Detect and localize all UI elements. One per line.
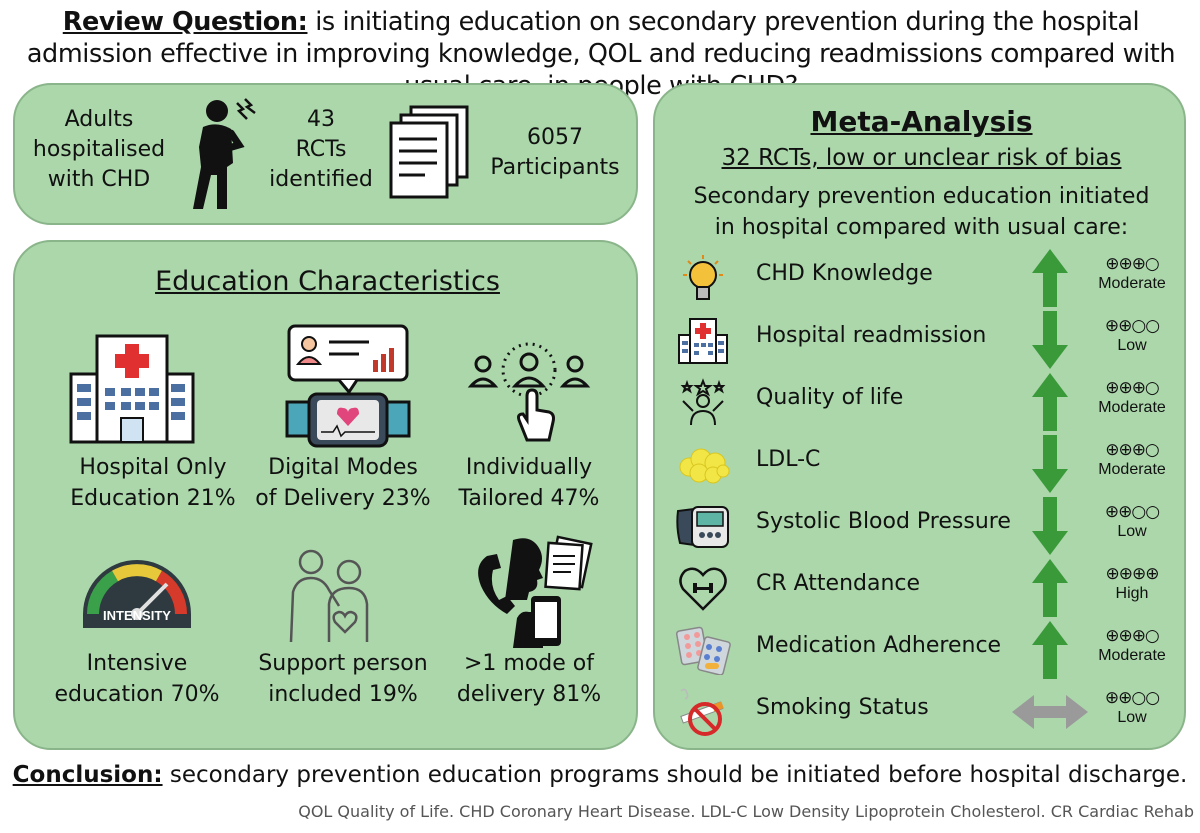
certainty-symbols: ⊕⊕⊕○: [1105, 626, 1159, 646]
outcome-label: Smoking Status: [756, 695, 929, 720]
edu-item-line2: education 70%: [54, 682, 220, 707]
participants-label: Participants: [490, 155, 620, 180]
footnote: QOL Quality of Life. CHD Coronary Heart Disease. LDL-C Low Density Lipoprotein Cholesterol. CR Cardiac Rehab: [298, 802, 1194, 821]
certainty-symbols: ⊕⊕⊕○: [1105, 440, 1159, 460]
rcts-line2: RCTs: [295, 137, 347, 162]
certainty-label: Low: [1117, 709, 1147, 726]
edu-item-line1: Digital Modes: [268, 455, 418, 480]
certainty-label: Moderate: [1098, 399, 1166, 416]
meta-subtitle: 32 RCTs, low or unclear risk of bias: [721, 145, 1122, 171]
certainty-badge: [1087, 377, 1177, 417]
rcts-count: 43: [307, 107, 335, 132]
pills-icon: [675, 625, 731, 675]
outcome-label: CHD Knowledge: [756, 261, 933, 286]
certainty-label: Low: [1117, 337, 1147, 354]
outcome-row: [655, 619, 1188, 681]
lightbulb-icon: [675, 253, 731, 303]
certainty-symbols: ⊕⊕○○: [1104, 502, 1160, 522]
edu-item-tailored: [429, 452, 629, 514]
support-person-icon: [283, 546, 383, 646]
cholesterol-icon: [675, 439, 731, 489]
conclusion: [0, 762, 1200, 788]
edu-item-line2: of Delivery 23%: [255, 486, 431, 511]
certainty-badge: [1087, 315, 1177, 355]
edu-item-line2: delivery 81%: [456, 682, 602, 707]
no-smoking-icon: [675, 687, 731, 737]
edu-item-line2: included 19%: [268, 682, 418, 707]
smartwatch-icon: [283, 322, 413, 452]
outcome-row: [655, 371, 1188, 433]
meta-title: Meta-Analysis: [810, 105, 1033, 138]
certainty-badge: [1087, 625, 1177, 665]
certainty-badge: [1087, 563, 1177, 603]
certainty-symbols: ⊕⊕⊕○: [1105, 378, 1159, 398]
certainty-badge: [1087, 439, 1177, 479]
edu-item-line2: Tailored 47%: [458, 486, 600, 511]
certainty-badge: [1087, 501, 1177, 541]
certainty-label: Moderate: [1098, 275, 1166, 292]
outcome-row: [655, 309, 1188, 371]
meta-description: [655, 181, 1188, 243]
outcome-row: [655, 247, 1188, 309]
review-question-text: is initiating education on secondary prevention during the hospital admission effective in improving knowledge, QOL and reducing readmissions compared with people: [26, 7, 1176, 101]
certainty-symbols: ⊕⊕⊕⊕: [1105, 564, 1159, 584]
outcome-row: [655, 681, 1188, 743]
intensity-gauge-icon: [79, 558, 195, 634]
education-title: Education Characteristics: [155, 266, 500, 297]
arrow-up-icon: [1010, 557, 1090, 619]
certainty-label: Low: [1117, 523, 1147, 540]
population-panel: [13, 83, 638, 225]
outcome-label: Hospital readmission: [756, 323, 987, 348]
education-panel: [13, 240, 638, 750]
conclusion-label: Conclusion:: [12, 762, 163, 788]
edu-item-line1: Support person: [258, 651, 428, 676]
adults-text: [19, 105, 179, 195]
outcome-label: CR Attendance: [756, 571, 921, 596]
gauge-label: INTENSITY: [103, 608, 171, 623]
hospital-icon: [675, 315, 731, 365]
arrow-up-icon: [1010, 371, 1090, 433]
edu-item-multi-mode: [429, 648, 629, 710]
outcome-label: Systolic Blood Pressure: [756, 509, 1011, 534]
celebrate-icon: [675, 377, 731, 427]
edu-item-line1: Individually: [465, 455, 593, 480]
chest-pain-person-icon: [187, 97, 257, 215]
arrow-down-icon: [1010, 433, 1090, 495]
edu-item-line1: Hospital Only: [79, 455, 227, 480]
certainty-label: Moderate: [1098, 647, 1166, 664]
heart-fitness-icon: [675, 563, 731, 613]
meta-analysis-panel: [653, 83, 1186, 750]
edu-item-support-person: [223, 648, 463, 710]
arrow-down-icon: [1010, 495, 1090, 557]
arrow-up-icon: [1010, 619, 1090, 681]
arrow-down-icon: [1010, 309, 1090, 371]
certainty-badge: [1087, 687, 1177, 727]
documents-icon: [387, 105, 473, 201]
participants-text: [475, 123, 635, 183]
outcome-row: [655, 495, 1188, 557]
blood-pressure-monitor-icon: [669, 501, 735, 551]
adults-line3: with CHD: [47, 167, 151, 192]
meta-desc-line1: Secondary prevention education initiated: [693, 184, 1150, 209]
outcome-label: LDL-C: [756, 447, 821, 472]
participants-count: 6057: [527, 125, 583, 150]
meta-desc-line2: in hospital compared with usual care:: [714, 215, 1129, 240]
edu-item-digital: [223, 452, 463, 514]
outcome-row: [655, 557, 1188, 619]
edu-item-intensive: [37, 648, 237, 710]
adults-line1: Adults: [64, 107, 134, 132]
certainty-symbols: ⊕⊕○○: [1104, 316, 1160, 336]
outcome-label: Quality of life: [756, 385, 904, 410]
edu-item-line1: >1 mode of: [463, 651, 594, 676]
certainty-label: Moderate: [1098, 461, 1166, 478]
rcts-identified-text: [261, 105, 381, 195]
multi-mode-icon: [467, 530, 597, 650]
conclusion-text: secondary prevention education programs should be initiated before hospital discharge.: [162, 762, 1188, 788]
edu-item-line1: Intensive: [86, 651, 188, 676]
certainty-symbols: ⊕⊕⊕○: [1105, 254, 1159, 274]
edu-item-line2: Education 21%: [70, 486, 236, 511]
adults-line2: hospitalised: [32, 137, 166, 162]
tailored-people-icon: [467, 342, 591, 442]
outcome-row: [655, 433, 1188, 495]
certainty-label: High: [1115, 585, 1149, 602]
certainty-symbols: ⊕⊕○○: [1104, 688, 1160, 708]
review-question-label: Review Question:: [62, 7, 308, 37]
certainty-badge: [1087, 253, 1177, 293]
hospital-icon: [67, 330, 197, 445]
arrow-up-icon: [1010, 247, 1090, 309]
rcts-line3: identified: [269, 167, 373, 192]
outcome-label: Medication Adherence: [756, 633, 1002, 658]
arrow-left-right-icon: [1010, 681, 1090, 743]
